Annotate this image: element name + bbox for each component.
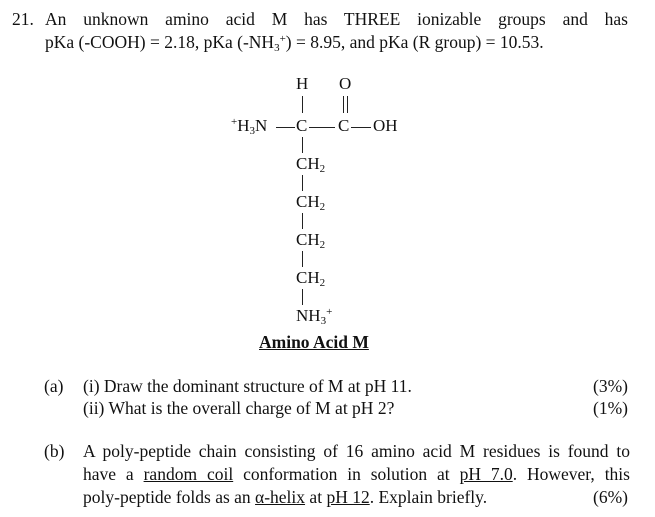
part-b-line-1: A poly-peptide chain consisting of 16 amino acid M residues is found to [83, 441, 630, 461]
carbonyl-carbon: C [338, 116, 350, 135]
methylene-1 [296, 154, 325, 174]
part-a-question-1: (i) Draw the dominant structure of M at pH 11. [83, 376, 412, 396]
ch-text: CH [296, 268, 320, 287]
bond-double-1 [343, 96, 344, 113]
amino-h: H [237, 116, 250, 135]
nh-charge: + [326, 306, 333, 318]
ch-text: CH [296, 192, 320, 211]
stem-sub: 3 [274, 42, 280, 54]
bond-chain-1 [302, 137, 303, 153]
term-alpha-helix: α-helix [255, 487, 306, 507]
hydroxyl: OH [373, 116, 398, 135]
bond-n-c [276, 127, 295, 128]
part-b-line-3 [83, 486, 487, 508]
amino-group [231, 116, 267, 136]
term-ph-7: pH 7.0 [459, 464, 513, 484]
bond-chain-2 [302, 175, 303, 191]
nh-sub: 3 [320, 315, 327, 327]
bond-chain-5 [302, 289, 303, 305]
structure-caption: Amino Acid M [259, 332, 369, 352]
methylene-2 [296, 192, 325, 212]
part-b-line-2 [83, 463, 630, 485]
ch-sub: 2 [319, 277, 326, 289]
methylene-4 [296, 268, 325, 288]
terminal-ammonium [296, 306, 332, 326]
nh-text: NH [296, 306, 321, 325]
stem-text: pKa (-COOH) = 2.18, pKa (-NH [45, 32, 275, 52]
stem-text-end: ) = 8.95, and pKa (R group) = 10.53. [285, 32, 544, 52]
text: . However, this [512, 464, 630, 484]
alpha-hydrogen: H [296, 74, 309, 93]
question-number: 21. [12, 9, 34, 29]
part-b-label: (b) [44, 441, 65, 461]
ch-text: CH [296, 230, 320, 249]
carbonyl-oxygen: O [339, 74, 352, 93]
amino-sub: 3 [249, 125, 255, 137]
part-a-marks-1: (3%) [593, 376, 628, 396]
term-random-coil: random coil [143, 464, 234, 484]
bond-chain-3 [302, 213, 303, 229]
part-b-marks: (6%) [593, 487, 628, 507]
bond-c-c [309, 127, 335, 128]
bond-h-c [302, 96, 303, 113]
text: conformation in solution at [233, 464, 460, 484]
bond-double-2 [347, 96, 348, 113]
question-stem-line-1: An unknown amino acid M has THREE ionizable groups and has [45, 9, 628, 29]
methylene-3 [296, 230, 325, 250]
bond-c-oh [351, 127, 371, 128]
text: have a [83, 464, 144, 484]
text: at [305, 487, 327, 507]
part-a-question-2: (ii) What is the overall charge of M at pH 2? [83, 398, 395, 418]
alpha-carbon: C [296, 116, 308, 135]
term-ph-12: pH 12 [326, 487, 370, 507]
bond-chain-4 [302, 251, 303, 267]
part-a-marks-2: (1%) [593, 398, 628, 418]
part-a-label: (a) [44, 376, 64, 396]
stem-sup: + [279, 33, 286, 45]
ch-sub: 2 [319, 201, 326, 213]
amino-charge: + [231, 116, 238, 128]
text: poly-peptide folds as an [83, 487, 256, 507]
question-stem-line-2 [45, 31, 544, 53]
ch-sub: 2 [319, 163, 326, 175]
amino-n: N [255, 116, 268, 135]
ch-sub: 2 [319, 239, 326, 251]
ch-text: CH [296, 154, 320, 173]
text: . Explain briefly. [369, 487, 488, 507]
